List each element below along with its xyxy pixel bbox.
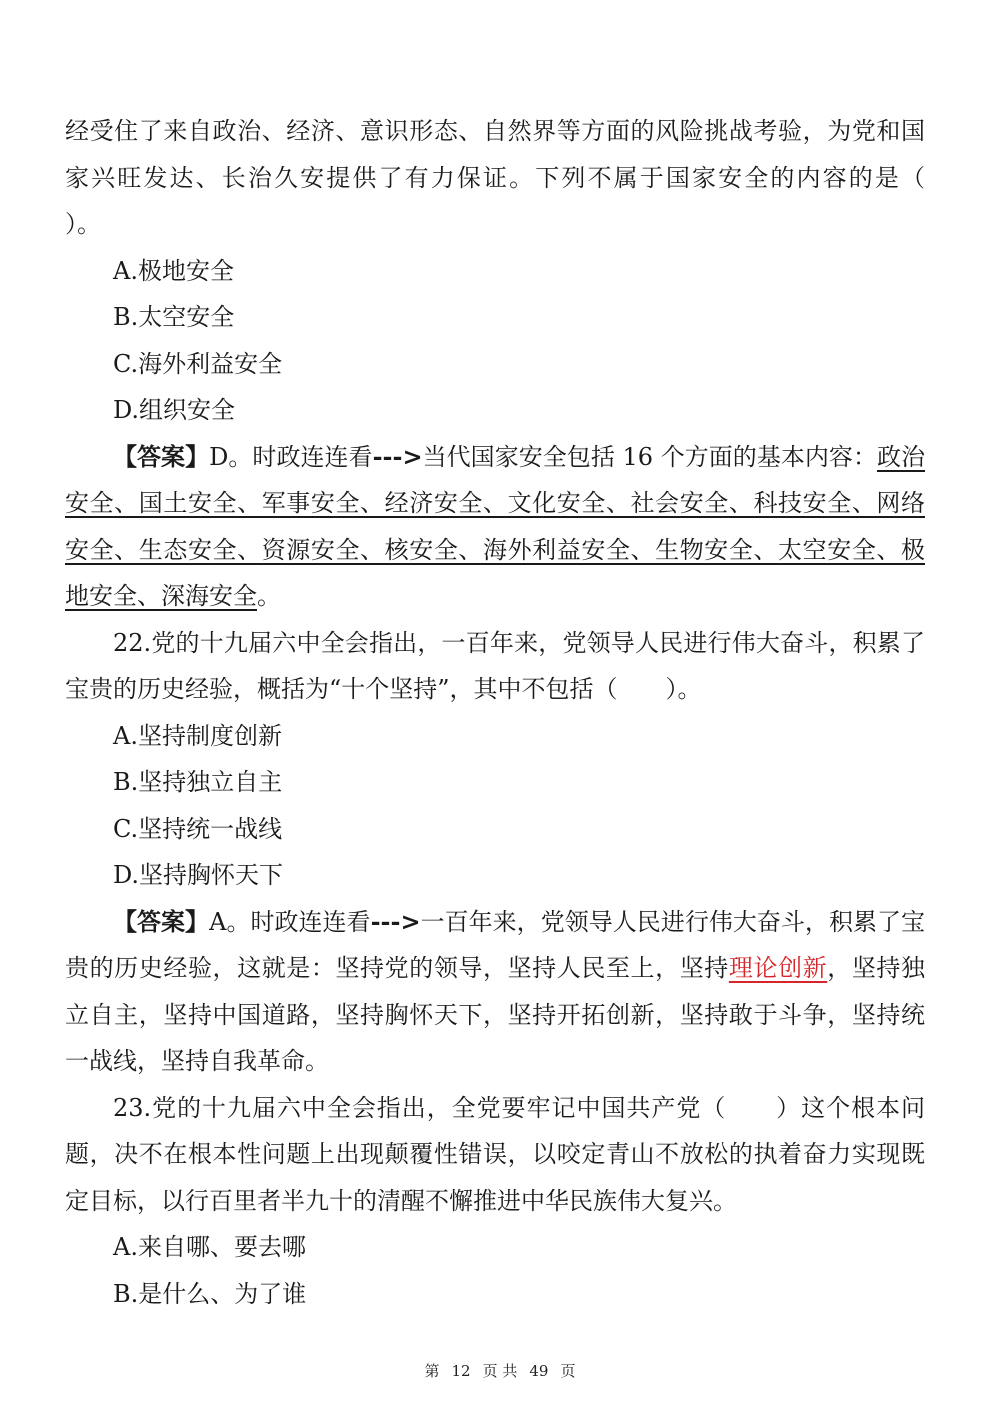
q22-answer-highlight-link[interactable]: 理论创新 (728, 954, 828, 982)
q23-option-a: A.来自哪、要去哪 (113, 1233, 306, 1261)
q23-option-b: B.是什么、为了谁 (113, 1279, 307, 1308)
q21-option-b: B.太空安全 (113, 303, 235, 331)
q22-option-d: D.坚持胸怀天下 (113, 861, 284, 889)
q21-option-d: D.组织安全 (113, 396, 236, 424)
q23-stem: 23.党的十九届六中全会指出，全党要牢记中国共产党（ ）这个根本问题，决不在根本性问题上出现颠覆性错误，以咬定青山不放松的执着奋力实现既定目标，以行百里者半九十的清醒不懈推进中华民族伟大复兴。 (65, 1093, 925, 1215)
q21-answer-choice: D。时政连连看 (209, 442, 373, 471)
q22-option-c: C.坚持统一战线 (113, 814, 283, 843)
q22-answer-intro: 一百年来，党领导人民进行伟大奋斗，积累了宝贵的历史经验，这就是：坚持党的领导，坚持人民至上，坚持 (65, 907, 926, 982)
q22-answer-rest: ，坚持独立自主，坚持中国道路，坚持胸怀天下，坚持开拓创新，坚持敢于斗争，坚持统一战线，坚持自我革命。 (65, 954, 926, 1075)
footer-page-number: 12 (451, 1362, 471, 1380)
q22-answer (65, 899, 925, 1085)
q22-answer-arrow: ---> (370, 906, 421, 936)
footer-suffix: 页 (560, 1362, 576, 1380)
page-footer (0, 1360, 1000, 1381)
q21-option-a: A.极地安全 (113, 256, 234, 285)
q21-stem: 经受住了来自政治、经济、意识形态、自然界等方面的风险挑战考验，为党和国家兴旺发达、长治久安提供了有力保证。下列不属于国家安全的内容的是（ ）。 (65, 117, 973, 238)
document-page (65, 108, 973, 1317)
q22-option-a: A.坚持制度创新 (113, 721, 282, 750)
footer-mid: 页 共 (482, 1362, 518, 1380)
q22-option-b: B.坚持独立自主 (113, 768, 283, 796)
footer-prefix: 第 (424, 1362, 440, 1380)
q22-stem: 22.党的十九届六中全会指出，一百年来，党领导人民进行伟大奋斗，积累了宝贵的历史经验，概括为“十个坚持”，其中不包括（ ）。 (65, 628, 925, 703)
q21-answer-underlined: 政治安全、国土安全、军事安全、经济安全、文化安全、社会安全、科技安全、网络安全、生态安全、资源安全、核安全、海外利益安全、生物安全、太空安全、极地安全、深海安全 (65, 442, 926, 610)
q21-answer (65, 434, 925, 620)
q21-answer-arrow: ---> (372, 441, 423, 471)
q21-option-c: C.海外利益安全 (113, 349, 283, 378)
q21-answer-label: 【答案】 (113, 441, 210, 471)
q21-answer-intro: 当代国家安全包括 16 个方面的基本内容： (422, 442, 877, 471)
footer-total-pages: 49 (529, 1362, 549, 1380)
q21-answer-end: 。 (257, 582, 281, 610)
q22-answer-choice: A。时政连连看 (209, 907, 371, 936)
q22-answer-label: 【答案】 (113, 906, 210, 936)
